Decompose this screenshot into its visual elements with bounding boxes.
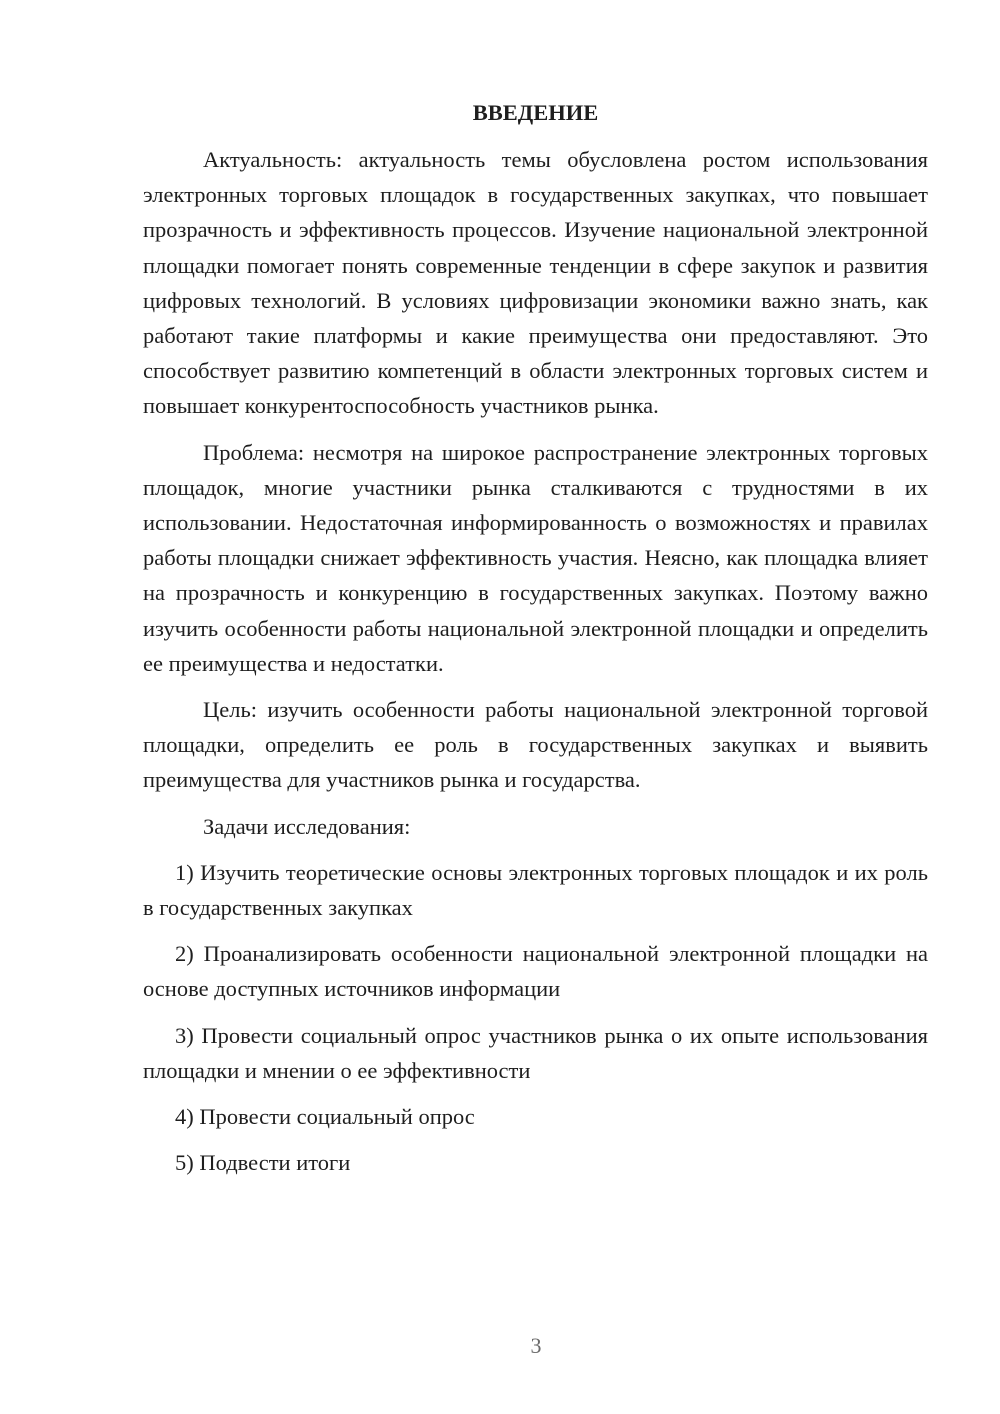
page-number: 3	[530, 1333, 542, 1358]
task-item-5: 5) Подвести итоги	[175, 1150, 351, 1176]
paragraph-relevance: Актуальность: актуальность темы обусловлена ростом использования электронных торговых площадок в государственных закупках, что повышает прозрачность и эффективность процессов. Изучение национальной электронной площадки помогает понять современные тенденции в сфере закупок и развития цифровых технологий. В условиях цифровизации экономики важно знать, как работают такие платформы и какие преимущества они предоставляют. Это способствует развитию компетенций в области электронных торговых систем и повышает конкурентоспособность участников рынка.	[143, 147, 928, 419]
task-item-3: 3) Провести социальный опрос участников рынка о их опыте использования площадки и мнении о ее эффективности	[143, 1022, 928, 1083]
tasks-intro: Задачи исследования:	[203, 813, 411, 839]
page-content	[143, 95, 928, 1180]
task-item-2: 2) Проанализировать особенности национальной электронной площадки на основе доступных источников информации	[143, 941, 928, 1002]
paragraph-goal: Цель: изучить особенности работы национальной электронной торговой площадки, определить ее роль в государственных закупках и выявить преимущества для участников рынка и государства.	[143, 697, 928, 793]
task-item-4: 4) Провести социальный опрос	[175, 1104, 475, 1130]
section-heading: ВВЕДЕНИЕ	[472, 100, 599, 125]
paragraph-problem: Проблема: несмотря на широкое распространение электронных торговых площадок, многие участники рынка сталкиваются с трудностями в их использовании. Недостаточная информированность о возможностях и правилах работы площадки снижает эффективность участия. Неясно, как площадка влияет на прозрачность и конкуренцию в государственных закупках. Поэтому важно изучить особенности работы национальной электронной площадки и определить ее преимущества и недостатки.	[143, 439, 928, 676]
task-item-1: 1) Изучить теоретические основы электронных торговых площадок и их роль в государственных закупках	[143, 859, 928, 921]
